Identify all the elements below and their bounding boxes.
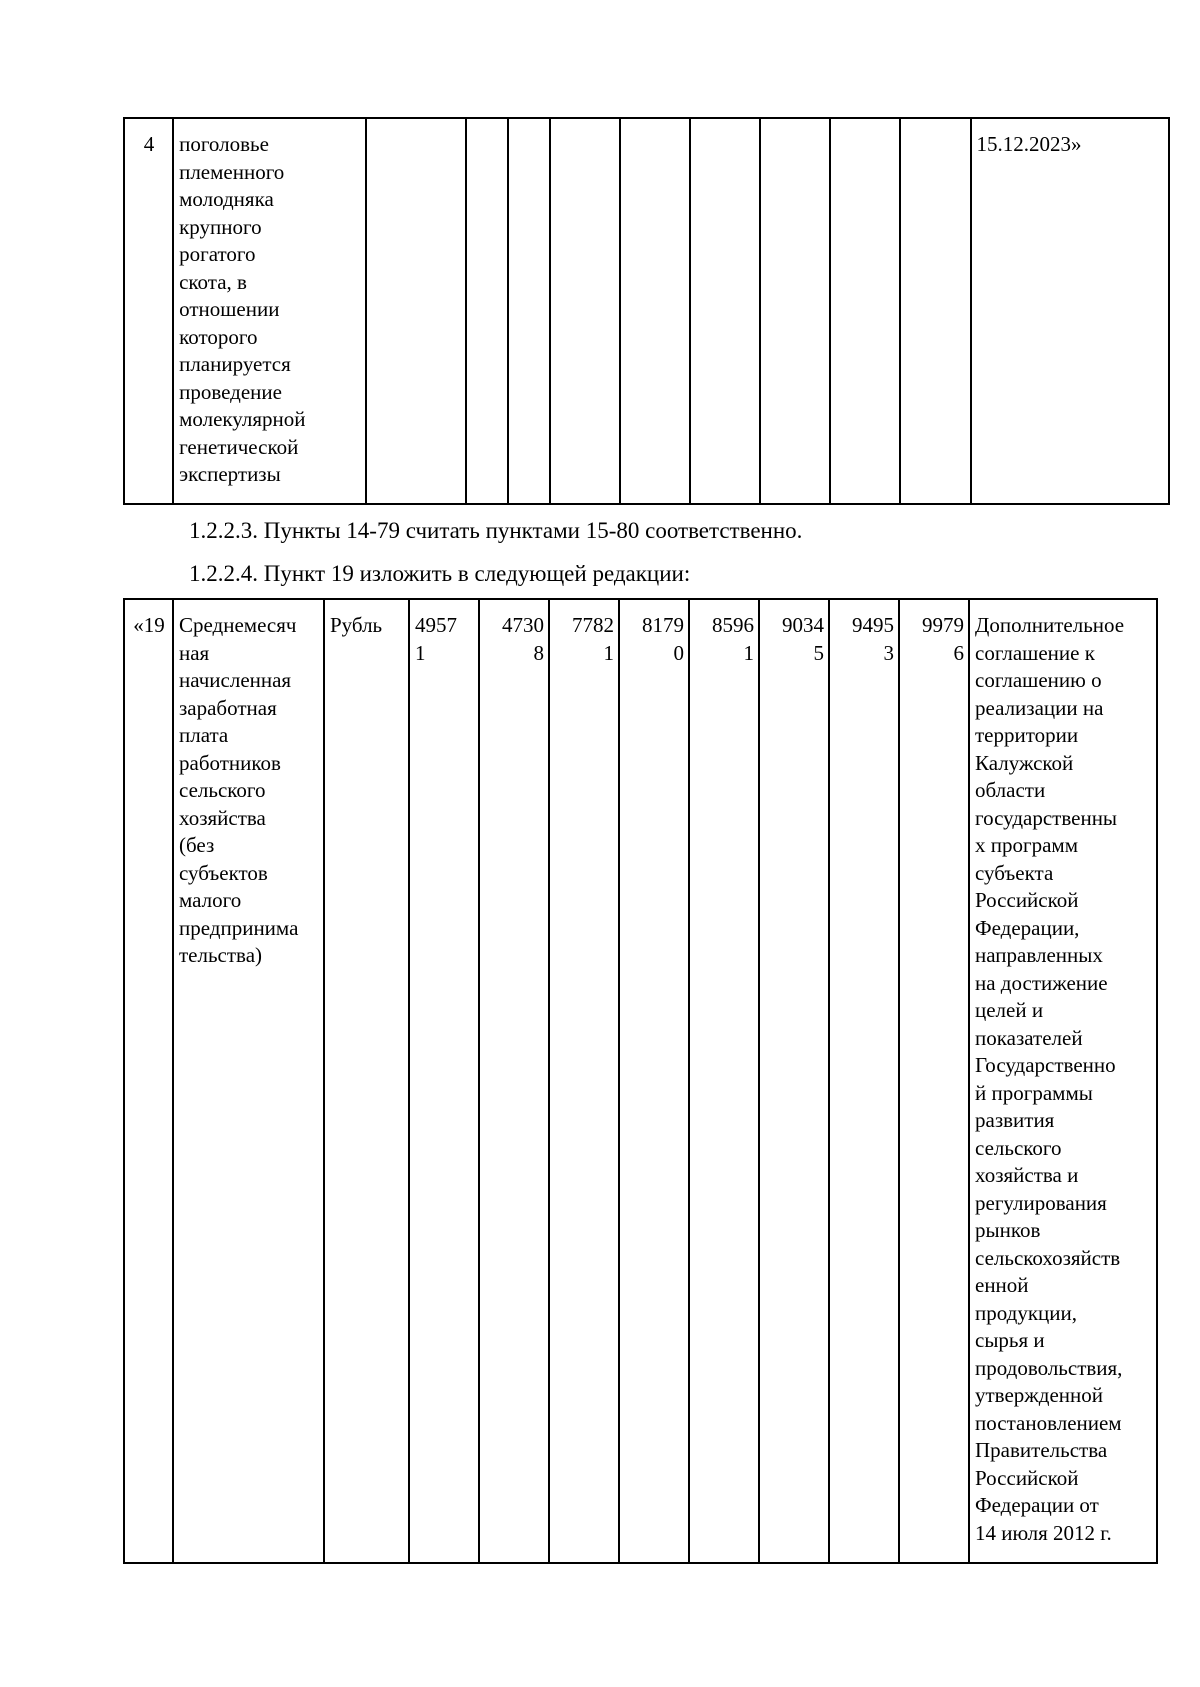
value-cell (466, 118, 508, 504)
value-cell (760, 118, 830, 504)
value-cell: 4957 1 (409, 599, 479, 1563)
value-cell: 9495 3 (829, 599, 899, 1563)
row-number: 4 (124, 118, 173, 504)
unit-cell (366, 118, 465, 504)
paragraph-amend: 1.2.2.4. Пункт 19 изложить в следующей редакции: (189, 561, 691, 586)
value-cell (508, 118, 550, 504)
value-cell: 9979 6 (899, 599, 969, 1563)
row-number: «19 (124, 599, 173, 1563)
deadline-cell: 15.12.2023» (971, 118, 1169, 504)
indicators-table-main (123, 598, 1158, 1564)
value-cell (900, 118, 970, 504)
value-cell (830, 118, 900, 504)
value-cell: 8596 1 (689, 599, 759, 1563)
value-cell (550, 118, 620, 504)
value-cell (690, 118, 760, 504)
value-cell: 8179 0 (619, 599, 689, 1563)
unit-cell: Рубль (324, 599, 409, 1563)
indicator-name: Среднемесяч ная начисленная заработная плата работников сельского хозяйства (без субъектов малого предпринима тельства) (173, 599, 324, 1563)
value-cell: 9034 5 (759, 599, 829, 1563)
value-cell: 4730 8 (479, 599, 549, 1563)
table-row (124, 118, 1169, 504)
indicators-table-top (123, 117, 1170, 505)
table-row (124, 599, 1157, 1563)
value-cell: 7782 1 (549, 599, 619, 1563)
paragraph-renumber: 1.2.2.3. Пункты 14-79 считать пунктами 15-80 соответственно. (189, 518, 803, 543)
source-document: Дополнительное соглашение к соглашению о реализации на территории Калужской области государственны х программ субъекта Российской Федерации, направленных на достижение целей и показателей Государственно й программы развития сельского хозяйства и регулирования рынков сельскохозяйств енной продукции, сырья и продовольствия, утвержденной постановлением Правительства Российской Федерации от 14 июля 2012 г. (969, 599, 1157, 1563)
value-cell (620, 118, 690, 504)
indicator-name: поголовье племенного молодняка крупного рогатого скота, в отношении которого планируется проведение молекулярной генетической экспертизы (173, 118, 366, 504)
